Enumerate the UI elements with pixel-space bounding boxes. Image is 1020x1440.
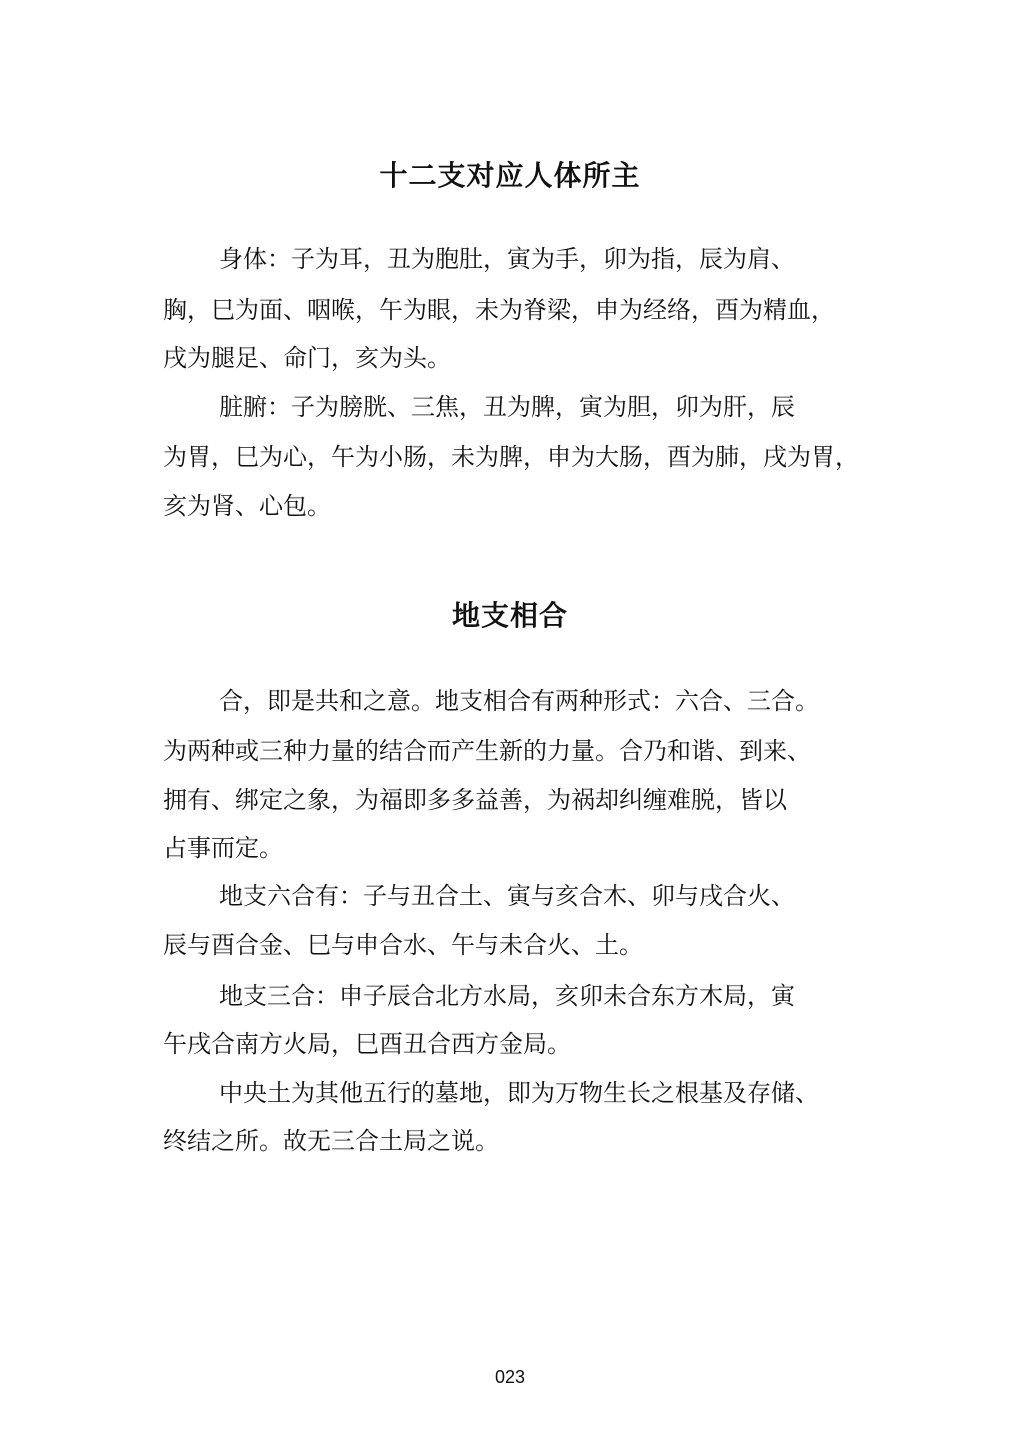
organs-paragraph-line: 为胃，巳为心，午为小肠，未为脾，申为大肠，酉为肺，戌为胃，: [163, 443, 859, 471]
body-paragraph-line: 身体：子为耳，丑为胞肚，寅为手，卯为指，辰为肩、: [219, 245, 795, 273]
section-title-branch-combinations: 地支相合: [451, 599, 568, 632]
three-combinations-line: 午戌合南方火局，巳酉丑合西方金局。: [163, 1030, 571, 1058]
three-combinations-line: 地支三合：申子辰合北方水局，亥卯未合东方木局，寅: [219, 982, 795, 1010]
page-number: 023: [494, 1367, 526, 1387]
organs-paragraph-line: 脏腑：子为膀胱、三焦，丑为脾，寅为胆，卯为肝，辰: [219, 393, 795, 421]
combination-intro-line: 合，即是共和之意。地支相合有两种形式：六合、三合。: [219, 687, 819, 715]
section-title-twelve-branches-body: 十二支对应人体所主: [379, 159, 641, 192]
earth-note-line: 中央土为其他五行的墓地，即为万物生长之根基及存储、: [219, 1079, 819, 1107]
organs-paragraph-line: 亥为肾、心包。: [163, 492, 331, 520]
combination-intro-line: 占事而定。: [163, 834, 283, 862]
combination-intro-line: 为两种或三种力量的结合而产生新的力量。合乃和谐、到来、: [163, 737, 811, 765]
body-paragraph-line: 戌为腿足、命门，亥为头。: [163, 344, 451, 372]
six-combinations-line: 辰与酉合金、巳与申合水、午与未合火、土。: [163, 931, 643, 959]
combination-intro-line: 拥有、绑定之象，为福即多多益善，为祸却纠缠难脱，皆以: [163, 786, 787, 814]
body-paragraph-line: 胸，巳为面、咽喉，午为眼，未为脊梁，申为经络，酉为精血，: [163, 296, 835, 324]
six-combinations-line: 地支六合有：子与丑合土、寅与亥合木、卯与戌合火、: [219, 882, 795, 910]
earth-note-line: 终结之所。故无三合土局之说。: [163, 1127, 499, 1155]
